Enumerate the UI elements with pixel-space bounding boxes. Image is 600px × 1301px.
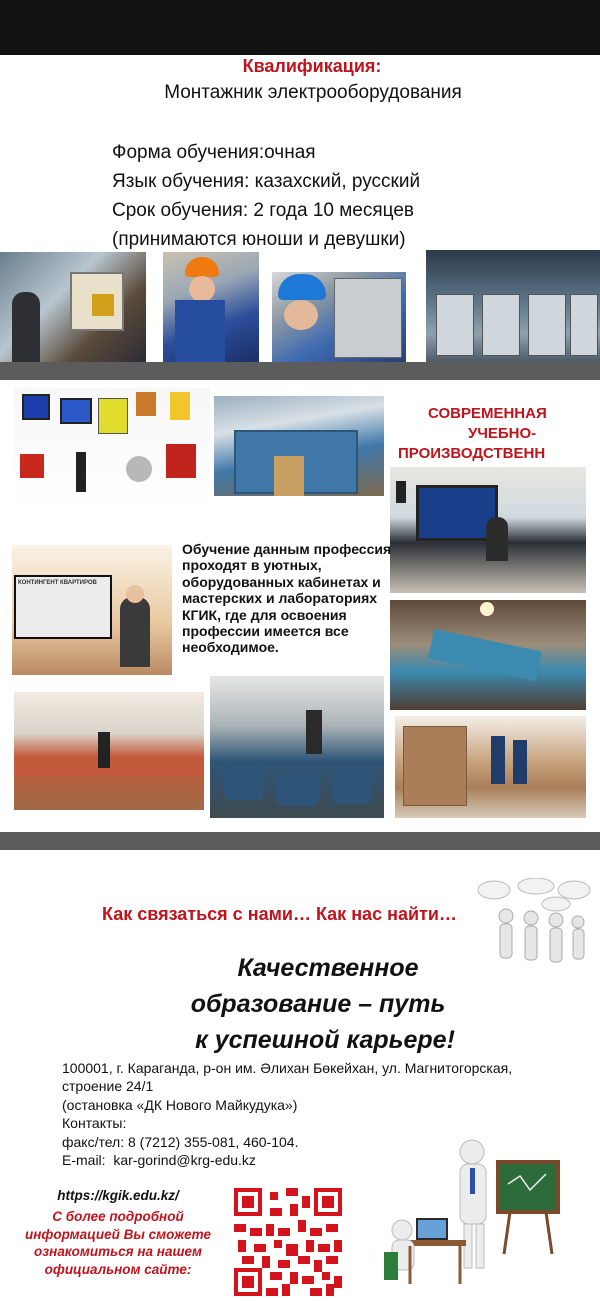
teacher-student-illustration (380, 1134, 580, 1292)
more-info-line3: ознакомиться на нашем (34, 1244, 202, 1259)
facilities-heading-line1: СОВРЕМЕННАЯ (428, 405, 547, 422)
website-link[interactable]: https://kgik.edu.kz/ (57, 1188, 179, 1203)
more-info-line1: С более подробной (52, 1209, 184, 1224)
top-dark-band (0, 0, 600, 55)
contact-heading: Как связаться с нами… Как нас найти… (102, 904, 457, 924)
slogan-line2: образование – путь (190, 990, 446, 1018)
slogan-line3: к успешной карьере! (195, 1026, 455, 1054)
address-line3: (остановка «ДК Нового Майкудука») (62, 1096, 298, 1113)
more-info-note (20, 1208, 216, 1278)
facilities-heading (398, 404, 598, 464)
slogan-line1: Качественное (237, 954, 419, 982)
admission-note: (принимаются юноши и девушки) (112, 229, 406, 250)
more-info-line4: официальном сайте: (44, 1261, 192, 1277)
phone-fax: факс/тел: 8 (7212) 355-081, 460-104. (62, 1133, 299, 1150)
facilities-description: Обучение данным профессия проходят в уютных, оборудованных кабинетах и мастерских и лабораториях КГИК, где для освоения профессии имеется все необходимое. (182, 541, 392, 656)
photo-electrical-panels (426, 250, 600, 362)
address-line1: 100001, г. Караганда, р-он им. Әлихан Бөкейхан, ул. Магнитогорская, (62, 1060, 513, 1076)
study-details (112, 138, 420, 254)
photo-masonry-workshop (395, 716, 586, 818)
more-info-line2: информацией Вы сможете (24, 1226, 211, 1242)
divider-bar-2 (0, 832, 600, 850)
photo-motor-lab (210, 676, 384, 818)
email-address[interactable]: E-mail: kar-gorind@krg-edu.kz (62, 1152, 256, 1169)
study-form: Форма обучения:очная (112, 142, 316, 163)
study-language: Язык обучения: казахский, русский (112, 171, 421, 192)
facilities-heading-line2: УЧЕБНО- (468, 425, 537, 442)
photo-workshop-students (0, 252, 146, 362)
photo-student-orange-helmet (163, 252, 259, 362)
contacts-label: Контакты: (62, 1115, 127, 1132)
divider-bar-1 (0, 362, 600, 380)
study-duration: Срок обучения: 2 года 10 месяцев (112, 200, 414, 221)
qualification-title: Монтажник электрооборудования (164, 82, 462, 103)
photo-student-blue-helmet (272, 272, 406, 362)
address-line2: строение 24/1 (62, 1078, 154, 1095)
presentation-slide-title: КОНТИНГЕНТ КВАРТИРОВ (18, 580, 97, 586)
qualification-heading: Квалификация: (242, 56, 382, 76)
photo-mine-tunnel (390, 600, 586, 710)
photo-welding-booths (214, 396, 384, 496)
photo-smart-board-classroom (390, 467, 586, 593)
photo-equipment-collage (14, 388, 210, 510)
facilities-heading-line3: ПРОИЗВОДСТВЕНН (398, 445, 546, 462)
slogan (150, 950, 510, 1058)
photo-presentation (12, 545, 172, 675)
website-qr-code[interactable] (234, 1188, 342, 1296)
photo-classroom-desks (14, 692, 204, 810)
